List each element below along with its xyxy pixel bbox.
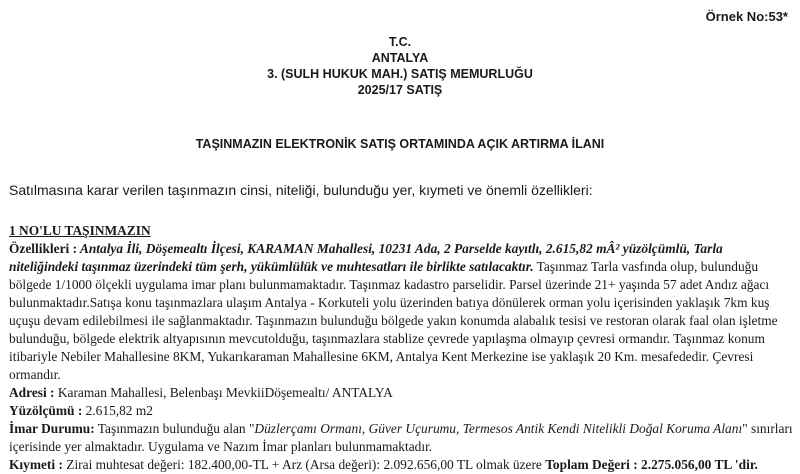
address-label: Adresi : xyxy=(9,385,55,400)
document-header xyxy=(0,34,800,98)
area-label: Yüzölçümü : xyxy=(9,403,83,418)
zoning-label: İmar Durumu: xyxy=(9,421,95,436)
zoning-paragraph xyxy=(9,420,793,456)
header-line-4: 2025/17 SATIŞ xyxy=(357,83,443,97)
property-title: 1 NO'LU TAŞINMAZIN xyxy=(9,223,151,238)
value-text: Zirai muhtesat değeri: 182.400,00-TL + Arz (Arsa değeri): 2.092.656,00 TL olmak üzere xyxy=(62,457,546,472)
features-label: Özellikleri : xyxy=(9,241,78,256)
area-line xyxy=(9,402,793,420)
address-line xyxy=(9,384,793,402)
features-bold-text: Antalya İli, Döşemealtı İlçesi, KARAMAN Mahallesi, 10231 Ada, 2 Parselde kayıtlı, 2.615,82 mÂ² yüzölçümlü, Tarla niteliğindeki taşınmaz üzerindeki tüm şerh, yükümlülük ve muhtesatları ile birlikte satılacaktır. xyxy=(9,241,723,274)
header-line-1: T.C. xyxy=(388,35,412,49)
header-line-3: 3. (SULH HUKUK MAH.) SATIŞ MEMURLUĞU xyxy=(267,67,533,81)
property-section xyxy=(9,222,793,474)
header-line-2: ANTALYA xyxy=(371,51,429,65)
intro-text: Satılmasına karar verilen taşınmazın cinsi, niteliği, bulunduğu yer, kıymeti ve önemli özellikleri: xyxy=(9,182,593,198)
zoning-text-2: " sınırları içerisinde yer almaktadır. Uygulama ve Nazım İmar planları bulunmamaktadır. xyxy=(9,421,793,454)
value-label: Kıymeti : xyxy=(9,457,63,472)
notice-title: TAŞINMAZIN ELEKTRONİK SATIŞ ORTAMINDA AÇIK ARTIRMA İLANI xyxy=(195,137,605,151)
features-text: Taşınmaz Tarla vasfında olup, bulunduğu bölgede 1/1000 ölçekli uygulama imar planı bulunmamaktadır. Taşınmaz kadastro parselidir. Parsel üzerinde 21+ yaşında 57 adet Andız ağacı bulunmaktadır.Satışa konu taşınmazlara ulaşım Antalya - Korkuteli yolu üzerinden batıya dönülerek orman yolu içerisinden yaklaşık 7km kuş uçuşu devam edilebilmesi ile sağlanmaktadır. Taşınmazın bulunduğu bölgede yakın konumda alabalık tesisi ve restoran olarak faal olan işletme bulunduğu, bölgede elektrik altyapısının mevcutolduğu, taşınmazlara stablize çevrede yapılaşma olmayıp çevresi ormandır. Taşınmaz konum itibariyle Nebiler Mahallesine 8KM, Yukarıkaraman Mahallesine 6KM, Antalya Kent Merkezine ise yaklaşık 20 Km. mesafededir. Çevresi ormandır. xyxy=(9,259,778,382)
zoning-area-name: Düzlerçamı Ormanı, Güver Uçurumu, Termesos Antik Kendi Nitelikli Doğal Koruma Alanı xyxy=(254,421,743,436)
sample-number: Örnek No:53* xyxy=(705,9,788,24)
value-line xyxy=(9,456,793,474)
features-paragraph xyxy=(9,240,793,384)
zoning-text-1: Taşınmazın bulunduğu alan " xyxy=(94,421,255,436)
address-value: Karaman Mahallesi, Belenbaşı MevkiiDöşemealtı/ ANTALYA xyxy=(54,385,393,400)
area-value: 2.615,82 m2 xyxy=(82,403,153,418)
value-total: Toplam Değeri : 2.275.056,00 TL 'dir. xyxy=(545,457,758,472)
